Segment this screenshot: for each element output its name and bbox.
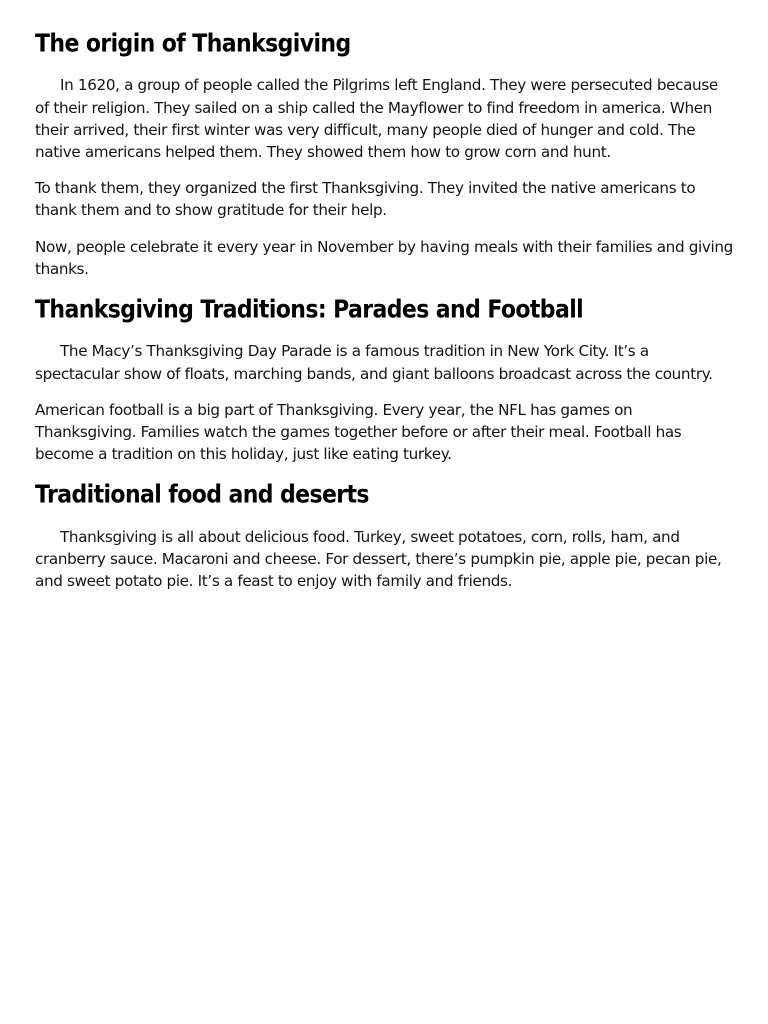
paragraph-origin-3: Now, people celebrate it every year in November by having meals with their families and giving thanks. xyxy=(35,237,733,278)
paragraph-origin-1: In 1620, a group of people called the Pilgrims left England. They were persecuted because of their religion. They sailed on a ship called the Mayflower to find freedom in america. When their arrived, their first winter was very difficult, many people died of hunger and cold. The native americans helped them. They showed them how to grow corn and hunt. xyxy=(35,76,718,161)
section-origin xyxy=(35,30,733,280)
paragraph-traditions-1: The Macy’s Thanksgiving Day Parade is a famous tradition in New York City. It’s a spectacular show of floats, marching bands, and giant balloons broadcast across the country. xyxy=(35,342,713,383)
document-page xyxy=(35,30,733,608)
paragraph-food-1: Thanksgiving is all about delicious food. Turkey, sweet potatoes, corn, rolls, ham, and cranberry sauce. Macaroni and cheese. For dessert, there’s pumpkin pie, apple pie, pecan pie, and sweet potato pie. It’s a feast to enjoy with family and friends. xyxy=(35,527,722,591)
section-food xyxy=(35,481,733,592)
section-title-origin: The origin of Thanksgiving xyxy=(35,30,351,58)
paragraph-origin-2: To thank them, they organized the first Thanksgiving. They invited the native americans to thank them and to show gratitude for their help. xyxy=(35,179,696,220)
section-title-traditions: Thanksgiving Traditions: Parades and Football xyxy=(35,296,584,325)
paragraph-traditions-2: American football is a big part of Thanksgiving. Every year, the NFL has games on Thanksgiving. Families watch the games together before or after their meal. Football has become a tradition on this holiday, just like eating turkey. xyxy=(35,400,682,464)
section-title-food: Traditional food and deserts xyxy=(35,481,369,510)
section-traditions xyxy=(35,296,733,465)
